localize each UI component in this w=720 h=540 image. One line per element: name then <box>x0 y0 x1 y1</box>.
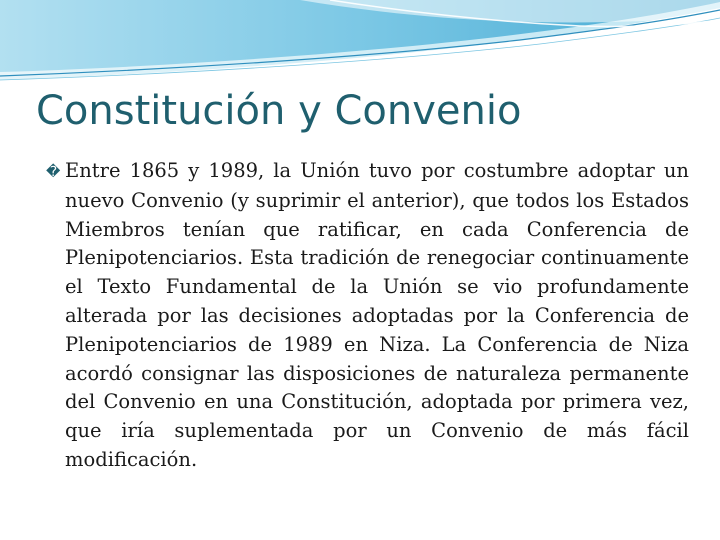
body-paragraph <box>46 157 689 475</box>
replacement-character-icon: � <box>46 164 61 180</box>
paragraph-text: Entre 1865 y 1989, la Unión tuvo por costumbre adoptar un nuevo Convenio (y suprimir el anterior), que todos los Estados Miembros tenían que ratificar, en cada Conferencia de Plenipotenciarios. Esta tradición de renegociar continuamente el Texto Fundamental de la Unión se vio profundamente alterada por las decisiones adoptadas por la Conferencia de Plenipotenciarios de 1989 en Niza. La Conferencia de Niza acordó consignar las disposiciones de naturaleza permanente del Convenio en una Constitución, adoptada por primera vez, que iría suplementada por un Convenio de más fácil modificación. <box>65 159 689 471</box>
header-wave-decoration <box>0 0 720 90</box>
slide-title: Constitución y Convenio <box>36 88 522 134</box>
